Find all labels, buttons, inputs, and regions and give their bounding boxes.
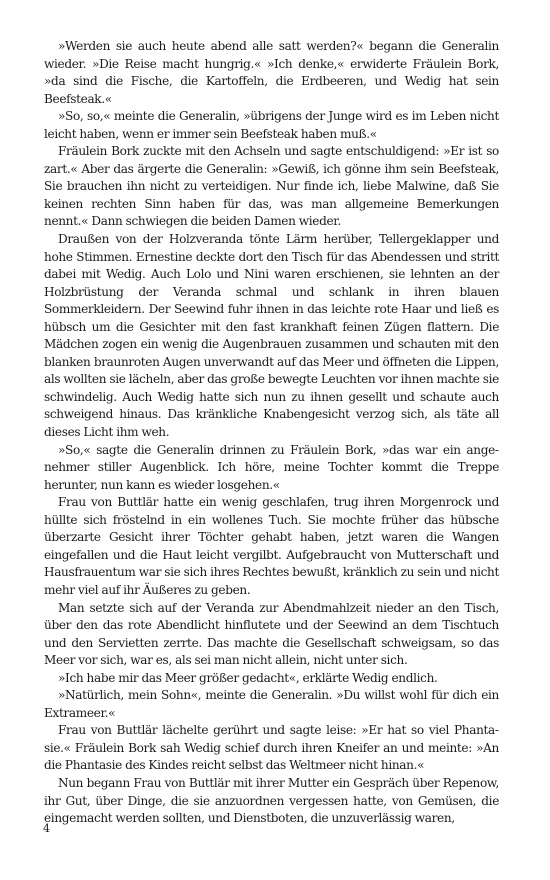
paragraph: »So,« sagte die Generalin drinnen zu Fräulein Bork, »das war ein angenehmer stiller Augenblick. Ich höre, meine Tochter kommt die Treppe herunter, nun kann es wieder losgehen.« — [44, 442, 499, 492]
page-number: 4 — [43, 822, 50, 835]
paragraph: Draußen von der Holzveranda tönte Lärm herüber, Tellergeklapper und hohe Stimmen. Ernestine deckte dort den Tisch für das Abendessen und stritt dabei mit Wedig. Auch Lolo und Nini waren erschienen, sie lehnten an der Holzbrüstung der Veranda schmal und schlank in ihren blauen Sommerkleidern. Der Seewind fuhr ihnen in das leichte rote Haar und ließ es hübsch um die Gesichter mit den fast krankhaft feinen Zügen flattern. Die Mädchen zogen ein wenig die Augenbrauen zusammen und schauten mit den blanken braunroten Augen unverwandt auf das Meer und öffneten die Lippen, als wollten sie lächeln, aber das große bewegte Leuchten vor ihnen machte sie schwindelig. Auch Wedig hatte sich nun zu ihnen gesellt und schaute auch schweigend hinaus. Das kränkliche Knabengesicht verzog sich, als täte all dieses Licht ihm weh. — [44, 232, 499, 440]
paragraph: »Natürlich, mein Sohn«, meinte die Generalin. »Du willst wohl für dich ein Extrameer.« — [44, 688, 499, 720]
paragraph: »Werden sie auch heute abend alle satt werden?« begann die Generalin wieder. »Die Reise macht hungrig.« »Ich denke,« erwiderte Fräulein Bork, »da sind die Fische, die Kartoffeln, die Erdbeeren, und Wedig hat sein Beefsteak.« — [44, 39, 499, 106]
paragraph: »Ich habe mir das Meer größer gedacht«, erklärte Wedig endlich. — [58, 670, 438, 685]
paragraph: Frau von Buttlär hatte ein wenig geschlafen, trug ihren Morgenrock und hüllte sich fröstelnd in ein wollenes Tuch. Sie mochte früher das hübsche überzarte Gesicht ihrer Töchter gehabt haben, jetzt waren die Wangen eingefallen und die Haut leicht vergilbt. Aufgebraucht von Mutterschaft und Hausfrauentum war sie sich ihres Rechtes bewußt, kränklich zu sein und nicht mehr viel auf ihr Äußeres zu geben. — [44, 495, 499, 597]
paragraph: »So, so,« meinte die Generalin, »übrigens der Junge wird es im Leben nicht leicht haben, wenn er immer sein Beefsteak haben muß.« — [44, 109, 499, 141]
paragraph: Fräulein Bork zuckte mit den Achseln und sagte entschuldigend: »Er ist so zart.« Aber das ärgerte die Generalin: »Gewiß, ich gönne ihm sein Beefsteak, Sie brauchen ihn nicht zu verteidigen. Nur finde ich, liebe Malwine, daß Sie keinen rechten Sinn haben für das, was man allgemeine Bemerkungen nennt.« Dann schwiegen die beiden Damen wieder. — [44, 144, 499, 229]
paragraph: Man setzte sich auf der Veranda zur Abendmahlzeit nieder an den Tisch, über den das rote Abendlicht hinflutete und der Seewind an dem Tischtuch und den Servietten zerrte. Das machte die Gesellschaft schweigsam, so das Meer vor sich, war es, als sei man nicht allein, nicht unter sich. — [44, 600, 499, 668]
book-page — [44, 38, 499, 828]
paragraph: Nun begann Frau von Buttlär mit ihrer Mutter ein Gespräch über Repenow, ihr Gut, über Dinge, die sie anzuordnen vergessen hatte, von Gemüsen, die eingemacht werden sollten, und Dienstboten, die unzuverlässig waren, — [44, 775, 499, 826]
paragraph: Frau von Buttlär lächelte gerührt und sagte leise: »Er hat so viel Phantasie.« Fräulein Bork sah Wedig schief durch ihren Kneifer an und meinte: »An die Phantasie des Kindes reicht selbst das Weltmeer nicht hinan.« — [44, 723, 499, 773]
